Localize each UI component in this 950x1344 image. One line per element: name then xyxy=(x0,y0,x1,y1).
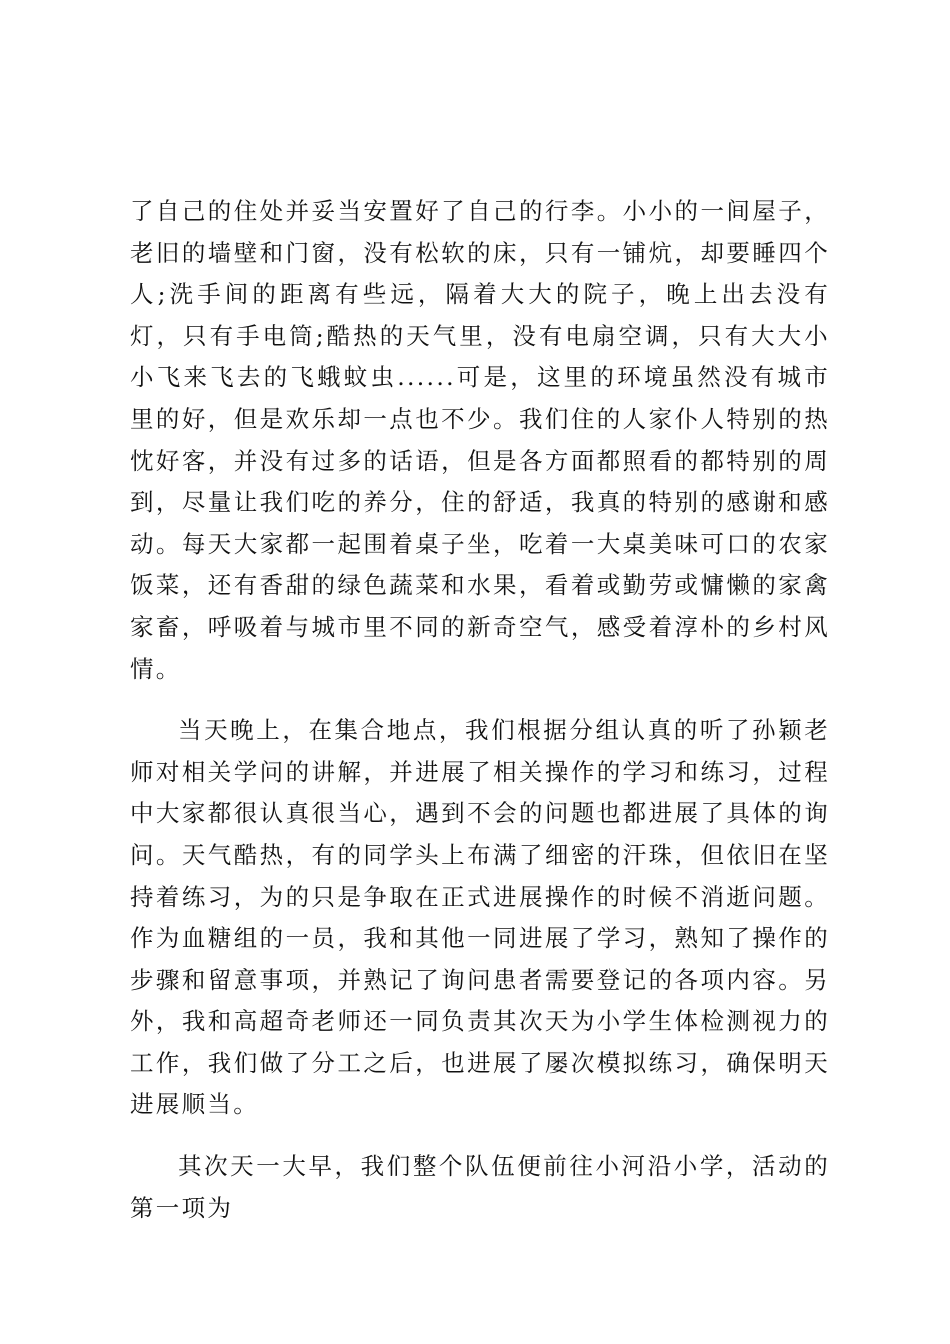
document-body xyxy=(130,191,830,1249)
paragraph-2: 当天晚上，在集合地点，我们根据分组认真的听了孙颖老师对相关学问的讲解，并进展了相关操作的学习和练习，过程中大家都很认真很当心，遇到不会的问题也都进展了具体的询问。天气酷热，有的同学头上布满了细密的汗珠，但依旧在坚持着练习，为的只是争取在正式进展操作的时候不消逝问题。作为血糖组的一员，我和其他一同进展了学习，熟知了操作的步骤和留意事项，并熟记了询问患者需要登记的各项内容。另外，我和高超奇老师还一同负责其次天为小学生体检测视力的工作，我们做了分工之后，也进展了屡次模拟练习，确保明天进展顺当。 xyxy=(130,716,830,1119)
paragraph-3: 其次天一大早，我们整个队伍便前往小河沿小学，活动的第一项为 xyxy=(130,1152,830,1222)
paragraph-1: 了自己的住处并妥当安置好了自己的行李。小小的一间屋子，老旧的墙壁和门窗，没有松软的床，只有一铺炕，却要睡四个人;洗手间的距离有些远，隔着大大的院子，晚上出去没有灯，只有手电筒;酷热的天气里，没有电扇空调，只有大大小小飞来飞去的飞蛾蚊虫......可是，这里的环境虽然没有城市里的好，但是欢乐却一点也不少。我们住的人家仆人特别的热忱好客，并没有过多的话语，但是各方面都照看的都特别的周到，尽量让我们吃的养分，住的舒适，我真的特别的感谢和感动。每天大家都一起围着桌子坐，吃着一大桌美味可口的农家饭菜，还有香甜的绿色蔬菜和水果，看着或勤劳或慵懒的家禽家畜，呼吸着与城市里不同的新奇空气，感受着淳朴的乡村风情。 xyxy=(130,197,830,683)
